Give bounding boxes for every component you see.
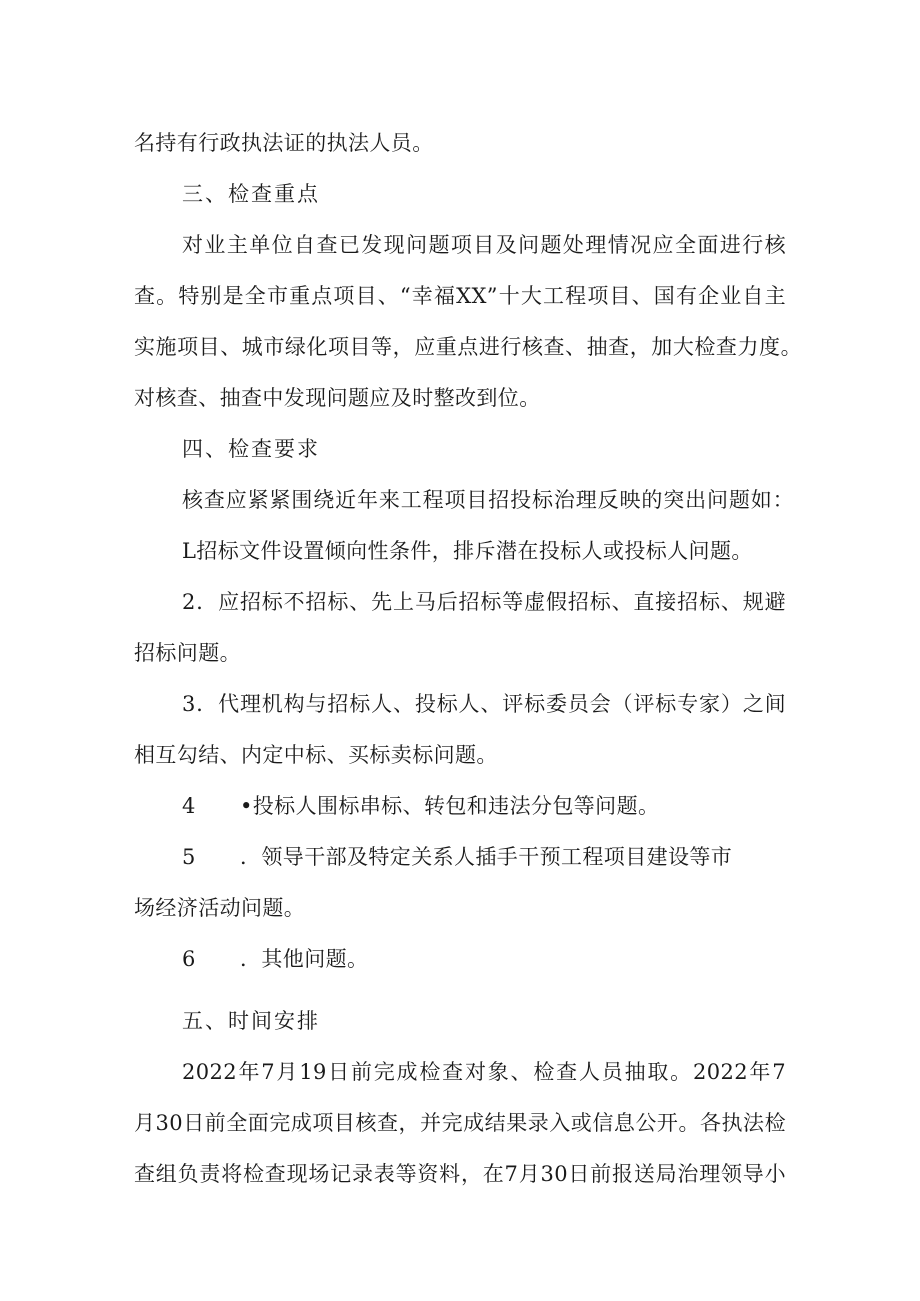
list-item-continuation — [0, 735, 920, 775]
list-item-number: 6 — [182, 947, 196, 971]
list-item-text: ．其他问题。 — [240, 947, 369, 971]
body-text: 名持有行政执法证的执法人员。 — [134, 131, 434, 155]
section-heading-5 — [0, 1001, 920, 1041]
section-title: 四、检查要求 — [182, 437, 320, 461]
paragraph-line — [0, 1052, 920, 1092]
body-text: 对核查、抽查中发现问题应及时整改到位。 — [134, 386, 541, 410]
paragraph-line — [0, 123, 920, 163]
list-item-number: 4 — [182, 794, 196, 818]
paragraph-line — [0, 1103, 920, 1143]
paragraph-line — [0, 1154, 920, 1194]
list-item-continuation — [0, 888, 920, 928]
list-item-continuation — [0, 633, 920, 673]
section-title: 三、检查重点 — [182, 182, 320, 206]
body-text: 实施项目、城市绿化项目等，应重点进行核查、抽查，加大检查力度。 — [134, 335, 802, 359]
paragraph-line — [0, 327, 920, 367]
list-item-text: 相互勾结、内定中标、买标卖标问题。 — [134, 743, 498, 767]
section-heading-3 — [0, 174, 920, 214]
section-title: 五、时间安排 — [182, 1009, 320, 1033]
list-item — [0, 531, 920, 571]
list-item-text: 2．应招标不招标、先上马后招标等虚假招标、直接招标、规避 — [182, 590, 786, 614]
paragraph-line — [0, 276, 920, 316]
body-text: 查组负责将检查现场记录表等资料，在7月30日前报送局治理领导小 — [134, 1162, 786, 1186]
list-item-text: 招标问题。 — [134, 641, 241, 665]
list-item-text: 3．代理机构与招标人、投标人、评标委员会（评标专家）之间 — [182, 692, 786, 716]
list-item-text: L招标文件设置倾向性条件，排斥潜在投标人或投标人问题。 — [182, 539, 753, 563]
list-item — [0, 684, 920, 724]
body-text: 2022年7月19日前完成检查对象、检查人员抽取。2022年7 — [182, 1060, 786, 1084]
paragraph-line — [0, 378, 920, 418]
paragraph-line — [0, 480, 920, 520]
paragraph-line — [0, 225, 920, 265]
list-item-number: 5 — [182, 845, 196, 869]
body-text: 查。特别是全市重点项目、“幸福XX”十大工程项目、国有企业自主 — [134, 284, 786, 308]
list-item — [0, 939, 920, 979]
list-item — [0, 786, 920, 826]
list-item — [0, 837, 920, 877]
section-heading-4 — [0, 429, 920, 469]
body-text: 月30日前全面完成项目核查，并完成结果录入或信息公开。各执法检 — [134, 1111, 786, 1135]
list-item-text: 场经济活动问题。 — [134, 896, 306, 920]
body-text: 对业主单位自查已发现问题项目及问题处理情况应全面进行核 — [182, 233, 786, 257]
body-text: 核查应紧紧围绕近年来工程项目招投标治理反映的突出问题如： — [182, 488, 794, 512]
list-item-text: ．领导干部及特定关系人插手干预工程项目建设等市 — [240, 845, 733, 869]
list-item — [0, 582, 920, 622]
list-item-text: •投标人围标串标、转包和违法分包等问题。 — [240, 794, 660, 818]
